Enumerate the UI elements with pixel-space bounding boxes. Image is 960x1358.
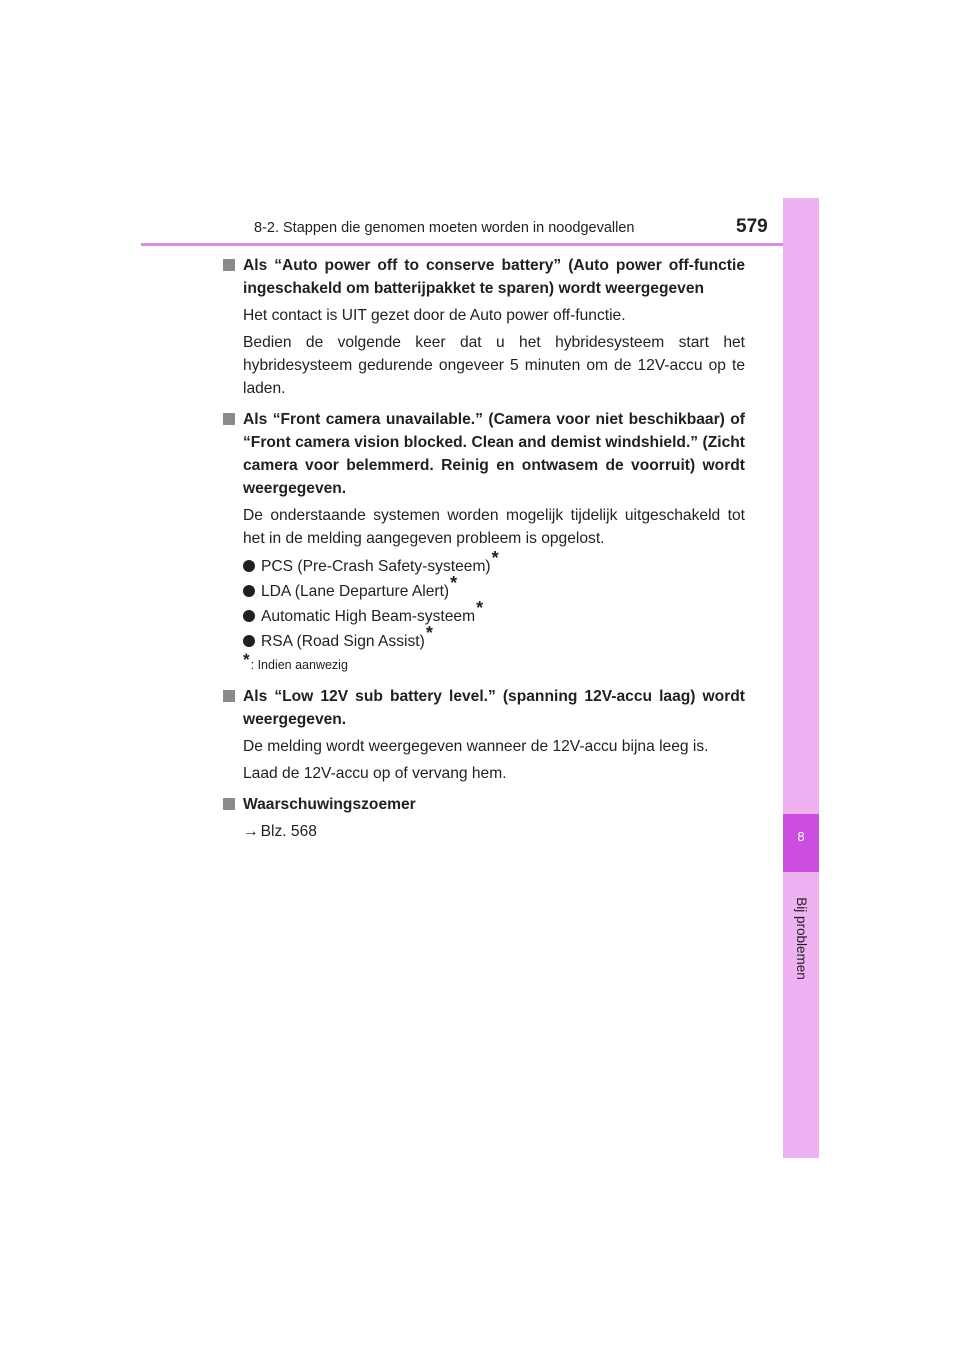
list-item (222, 573, 745, 603)
paragraph: Bedien de volgende keer dat u het hybridesysteem start het hybridesysteem gedurende ongeveer 5 minuten om de 12V-accu op te laden. (243, 334, 745, 397)
section-heading-auto-power-off (222, 254, 745, 300)
list-item-text: PCS (Pre-Crash Safety-systeem) (261, 558, 491, 575)
square-bullet-icon (223, 259, 235, 271)
round-bullet-icon (243, 610, 255, 622)
square-bullet-icon (223, 413, 235, 425)
list-item (222, 548, 745, 578)
heading-text: Als “Front camera unavailable.” (Camera voor niet beschikbaar) of “Front camera vision blocked. Clean and demist windshield.” (Zicht camera voor belemmerd. Reinig en ontwasem de voorruit) wordt weergegeven. (243, 411, 745, 497)
section-header: 8-2. Stappen die genomen moeten worden in noodgevallen (254, 220, 635, 236)
header-rule (141, 243, 819, 246)
footnote-text: : Indien aanwezig (250, 658, 348, 672)
footnote-marker: * (476, 598, 484, 618)
footnote-marker: * (243, 650, 250, 669)
chapter-side-tab[interactable] (783, 198, 819, 1158)
chapter-title (772, 896, 830, 980)
square-bullet-icon (223, 798, 235, 810)
list-item-text: RSA (Road Sign Assist) (261, 633, 425, 650)
list-item-text: LDA (Lane Departure Alert) (261, 583, 450, 600)
section-heading-warning-buzzer (222, 793, 745, 816)
page-reference[interactable] (222, 820, 745, 843)
heading-text: Waarschuwingszoemer (243, 796, 416, 813)
paragraph: Het contact is UIT gezet door de Auto power off-functie. (243, 307, 626, 324)
heading-text: Als “Auto power off to conserve battery” (Auto power off-functie ingeschakeld om batterijpakket te sparen) wordt weergegeven (243, 257, 745, 297)
round-bullet-icon (243, 635, 255, 647)
page-reference-text[interactable]: Blz. 568 (260, 823, 317, 840)
list-item-text: Automatic High Beam-systeem (261, 608, 476, 625)
footnote-marker: * (450, 573, 458, 593)
paragraph: Laad de 12V-accu op of vervang hem. (243, 765, 507, 782)
page-content (222, 254, 745, 847)
paragraph: De onderstaande systemen worden mogelijk tijdelijk uitgeschakeld tot het in de melding aangegeven probleem is opgelost. (243, 507, 745, 547)
heading-text: Als “Low 12V sub battery level.” (spanning 12V-accu laag) wordt weergegeven. (243, 688, 745, 728)
paragraph: De melding wordt weergegeven wanneer de 12V-accu bijna leeg is. (243, 738, 709, 755)
chapter-title-text: Bij problemen (793, 896, 809, 980)
page-number: 579 (736, 216, 768, 237)
chapter-number: 8 (797, 829, 805, 844)
arrow-right-icon: → (243, 823, 259, 840)
footnote-marker: * (491, 548, 499, 568)
round-bullet-icon (243, 585, 255, 597)
section-heading-front-camera (222, 408, 745, 500)
list-item (222, 598, 745, 628)
list-item (222, 623, 745, 653)
square-bullet-icon (223, 690, 235, 702)
section-heading-low-battery (222, 685, 745, 731)
footnote (222, 652, 745, 677)
round-bullet-icon (243, 560, 255, 572)
footnote-marker: * (425, 623, 433, 643)
